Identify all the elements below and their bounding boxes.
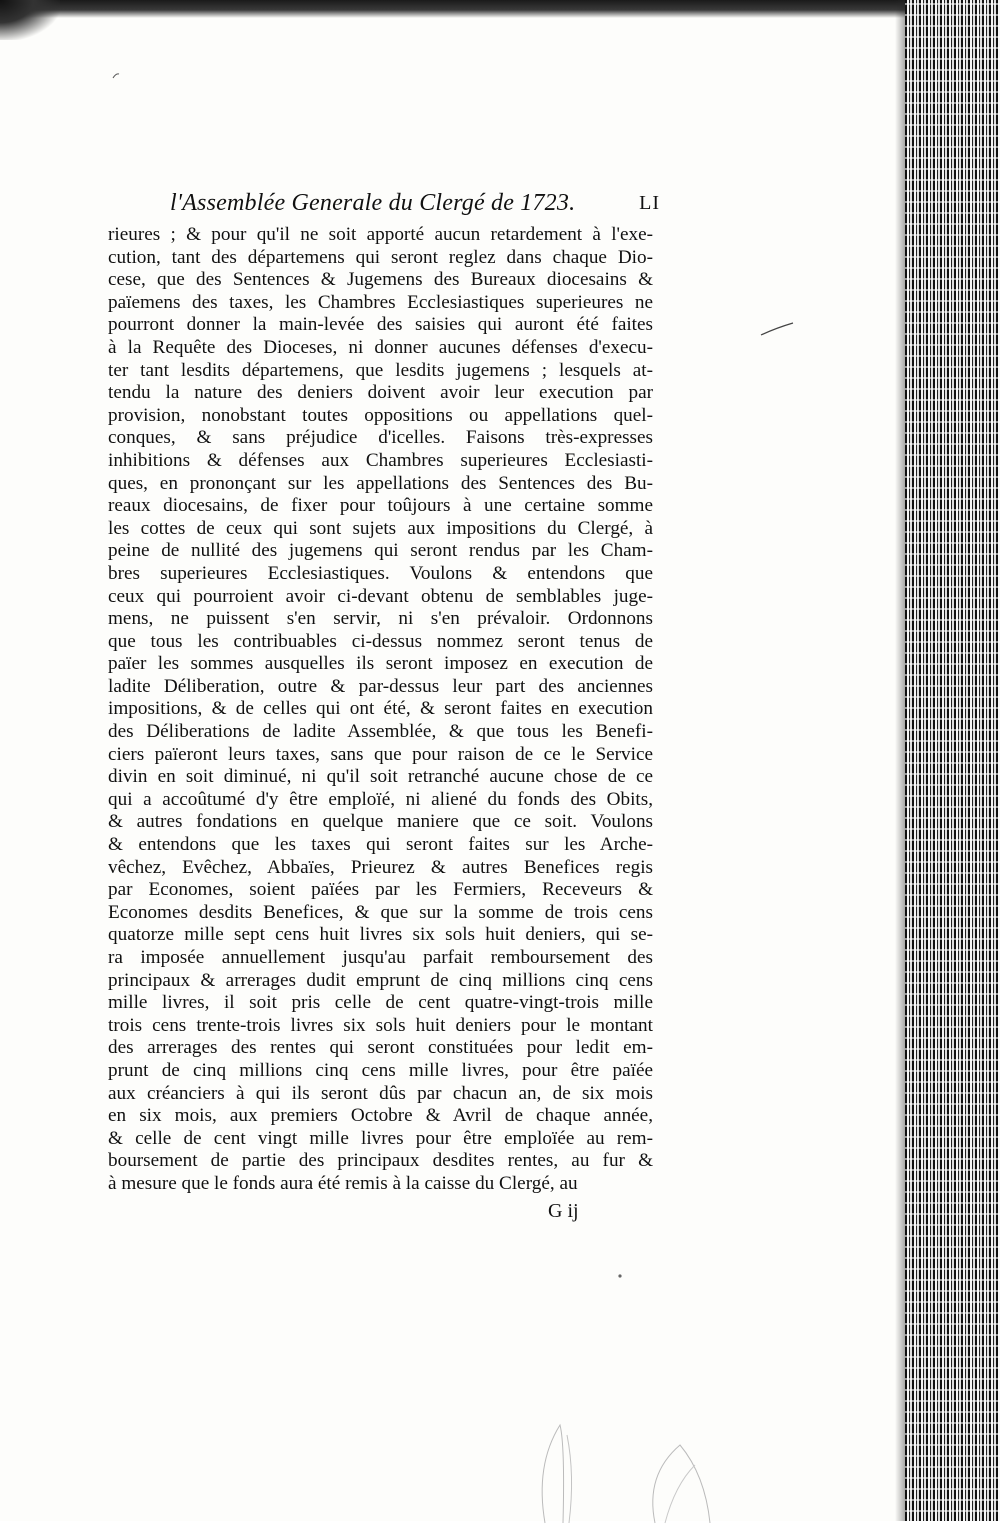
text-line: ques, en prononçant sur les appellations des Sentences des Bu- xyxy=(108,472,653,494)
text-line: principaux & arrerages dudit emprunt de cinq millions cinq cens xyxy=(108,969,653,991)
text-line: quatorze mille sept cens huit livres six sols huit deniers, qui se- xyxy=(108,924,653,946)
page-edges-stack xyxy=(905,0,1000,1521)
body-text xyxy=(108,224,653,1196)
text-line: à la Requête des Dioceses, ni donner aucunes défenses d'execu- xyxy=(108,336,653,358)
text-line: rieures ; & pour qu'il ne soit apporté aucun retardement à l'exe- xyxy=(108,224,653,245)
text-line: mille livres, il soit pris celle de cent quatre-vingt-trois mille xyxy=(108,992,653,1014)
text-line: ra imposée annuellement jusqu'au parfait remboursement des xyxy=(108,947,653,968)
ink-dot-mark xyxy=(617,1273,623,1279)
text-line: que tous les contribuables ci-dessus nommez seront tenus de xyxy=(108,630,653,652)
text-line: bres superieures Ecclesiastiques. Voulons & entendons que xyxy=(108,562,653,584)
text-line: ceux qui pourroient avoir ci-devant obtenu de semblables juge- xyxy=(108,585,653,607)
text-line: boursement de partie des principaux desdites rentes, au fur & xyxy=(108,1150,653,1172)
signature-mark: G ij xyxy=(548,1200,579,1222)
text-line: & entendons que les taxes qui seront faites sur les Arche- xyxy=(108,834,653,856)
text-line: païer les sommes ausquelles ils seront imposez en execution de xyxy=(108,653,653,675)
text-line: païemens des taxes, les Chambres Ecclesiastiques superieures ne xyxy=(108,291,653,313)
text-line: à mesure que le fonds aura été remis à la caisse du Clergé, au xyxy=(108,1172,578,1194)
text-line: mens, ne puissent s'en servir, ni s'en prévaloir. Ordonnons xyxy=(108,608,653,630)
text-line: ciers païeront leurs taxes, sans que pour raison de ce le Service xyxy=(108,743,653,765)
show-through-flourish xyxy=(505,1405,725,1525)
text-line: Economes desdits Benefices, & que sur la somme de trois cens xyxy=(108,901,653,923)
text-line: cese, que des Sentences & Jugemens des Bureaux diocesains & xyxy=(108,269,653,291)
text-line: qui a accoûtumé d'y être emploïé, ni aliené du fonds des Obits, xyxy=(108,788,653,810)
text-line: pourront donner la main-levée des saisies qui auront été faites xyxy=(108,314,653,336)
text-line: en six mois, aux premiers Octobre & Avril de chaque année, xyxy=(108,1105,653,1127)
binding-corner-shadow xyxy=(0,0,60,40)
text-line: ter tant lesdits départemens, que lesdits jugemens ; lesquels at- xyxy=(108,359,653,381)
text-line: des arrerages des rentes qui seront constituées pour ledit em- xyxy=(108,1037,653,1059)
text-line: & autres fondations en quelque maniere que ce soit. Voulons xyxy=(108,811,653,833)
text-line: des Déliberations de ladite Assemblée, & que tous les Benefi- xyxy=(108,721,653,743)
text-line: aux créanciers à qui ils seront dûs par chacun an, de six mois xyxy=(108,1082,653,1104)
text-line: ladite Déliberation, outre & par-dessus leur part des anciennes xyxy=(108,675,653,697)
text-line: les cottes de ceux qui sont sujets aux impositions du Clergé, à xyxy=(108,517,653,539)
text-line: par Economes, soient païées par les Fermiers, Receveurs & xyxy=(108,879,653,901)
margin-pencil-mark xyxy=(760,322,794,336)
text-line: & celle de cent vingt mille livres pour être emploïée au rem- xyxy=(108,1127,653,1149)
text-line: tendu la nature des deniers doivent avoir leur execution par xyxy=(108,382,653,404)
page-header xyxy=(170,190,660,226)
running-title: l'Assemblée Generale du Clergé de 1723. xyxy=(170,190,576,216)
binding-shadow-top xyxy=(0,0,920,18)
text-line: prunt de cinq millions cinq cens mille livres, pour être païée xyxy=(108,1059,653,1081)
ink-speck-mark xyxy=(112,72,120,80)
page-number: LI xyxy=(639,192,660,214)
text-line: cution, tant des départemens qui seront reglez dans chaque Dio- xyxy=(108,246,653,268)
text-line: inhibitions & défenses aux Chambres superieures Ecclesiasti- xyxy=(108,449,653,471)
text-line: conques, & sans préjudice d'icelles. Faisons très-expresses xyxy=(108,427,653,449)
text-line: peine de nullité des jugemens qui seront rendus par les Cham- xyxy=(108,540,653,562)
text-line: trois cens trente-trois livres six sols huit deniers pour le montant xyxy=(108,1014,653,1036)
text-line: impositions, & de celles qui ont été, & seront faites en execution xyxy=(108,698,653,720)
text-line: divin en soit diminué, ni qu'il soit retranché aucune chose de ce xyxy=(108,766,653,788)
text-line: provision, nonobstant toutes oppositions ou appellations quel- xyxy=(108,404,653,426)
text-line: vêchez, Evêchez, Abbaïes, Prieurez & autres Benefices regis xyxy=(108,856,653,878)
text-line: reaux diocesains, de fixer pour toûjours à une certaine somme xyxy=(108,495,653,517)
